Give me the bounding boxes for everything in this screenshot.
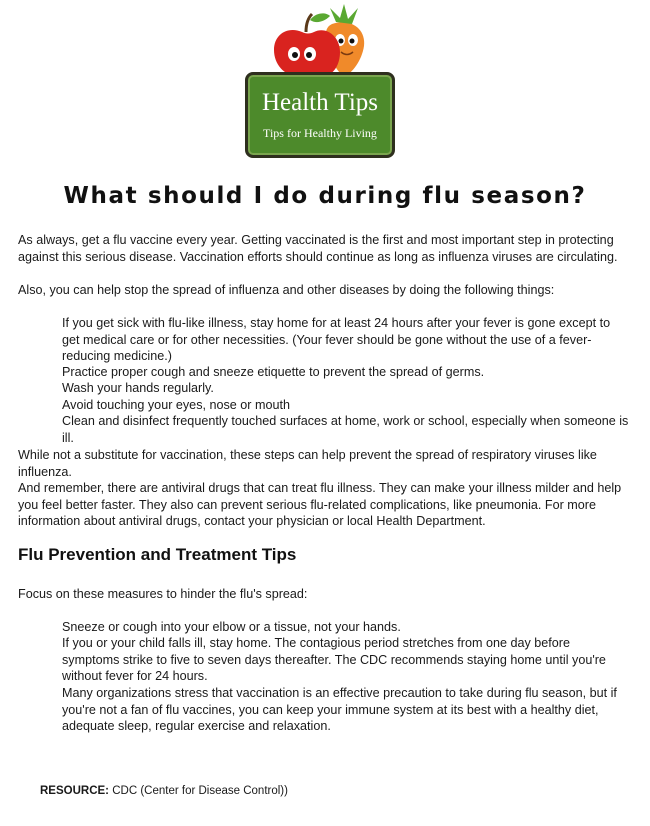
logo-title: Health Tips	[261, 89, 378, 116]
step-item: Wash your hands regularly.	[62, 381, 214, 395]
tip-item: Many organizations stress that vaccination is an effective precaution to take during flu season, but if you're not a fan of flu vaccines, you can keep your immune system at its best with a healthy diet, adequate sleep, regular exercise and relaxation.	[62, 686, 617, 733]
body-paragraph: While not a substitute for vaccination, these steps can help prevent the spread of respiratory viruses like influenza.	[18, 448, 597, 479]
page-title: What should I do during flu season?	[63, 183, 587, 209]
intro-paragraph-1: As always, get a flu vaccine every year. Getting vaccinated is the first and most important step in protecting against this serious disease. Vaccination efforts should continue as long as influenza viruses are circulating.	[18, 233, 618, 264]
logo-subtitle: Tips for Healthy Living	[263, 126, 377, 140]
section-intro: Focus on these measures to hinder the flu's spread:	[18, 587, 308, 601]
intro-paragraph-2: Also, you can help stop the spread of influenza and other diseases by doing the following things:	[18, 283, 555, 297]
resource-line	[40, 785, 288, 797]
tip-item: Sneeze or cough into your elbow or a tissue, not your hands.	[62, 620, 401, 634]
resource-text: CDC (Center for Disease Control))	[112, 785, 288, 797]
step-item: If you get sick with flu-like illness, stay home for at least 24 hours after your fever is gone except to get medical care or for other necessities. (Your fever should be gone without the use of a fever-reducing medicine.)	[62, 316, 611, 363]
tip-item: If you or your child falls ill, stay home. The contagious period stretches from one day before symptoms strike to five to seven days thereafter. The CDC recommends staying home until you're without fever for 24 hours.	[62, 636, 606, 683]
step-item: Clean and disinfect frequently touched surfaces at home, work or school, especially when someone is ill.	[62, 414, 629, 445]
body-paragraph: And remember, there are antiviral drugs that can treat flu illness. They can make your illness milder and help you feel better faster. They also can prevent serious flu-related complications, like pneumonia. For more information about antiviral drugs, contact your physician or local Health Department.	[18, 481, 622, 528]
section-heading: Flu Prevention and Treatment Tips	[18, 545, 297, 564]
step-item: Avoid touching your eyes, nose or mouth	[62, 398, 290, 412]
step-item: Practice proper cough and sneeze etiquette to prevent the spread of germs.	[62, 365, 485, 379]
health-tips-logo	[240, 2, 400, 162]
resource-label: RESOURCE:	[40, 785, 110, 797]
apple-carrot-mascot-icon	[240, 2, 400, 82]
logo-panel	[245, 72, 395, 158]
